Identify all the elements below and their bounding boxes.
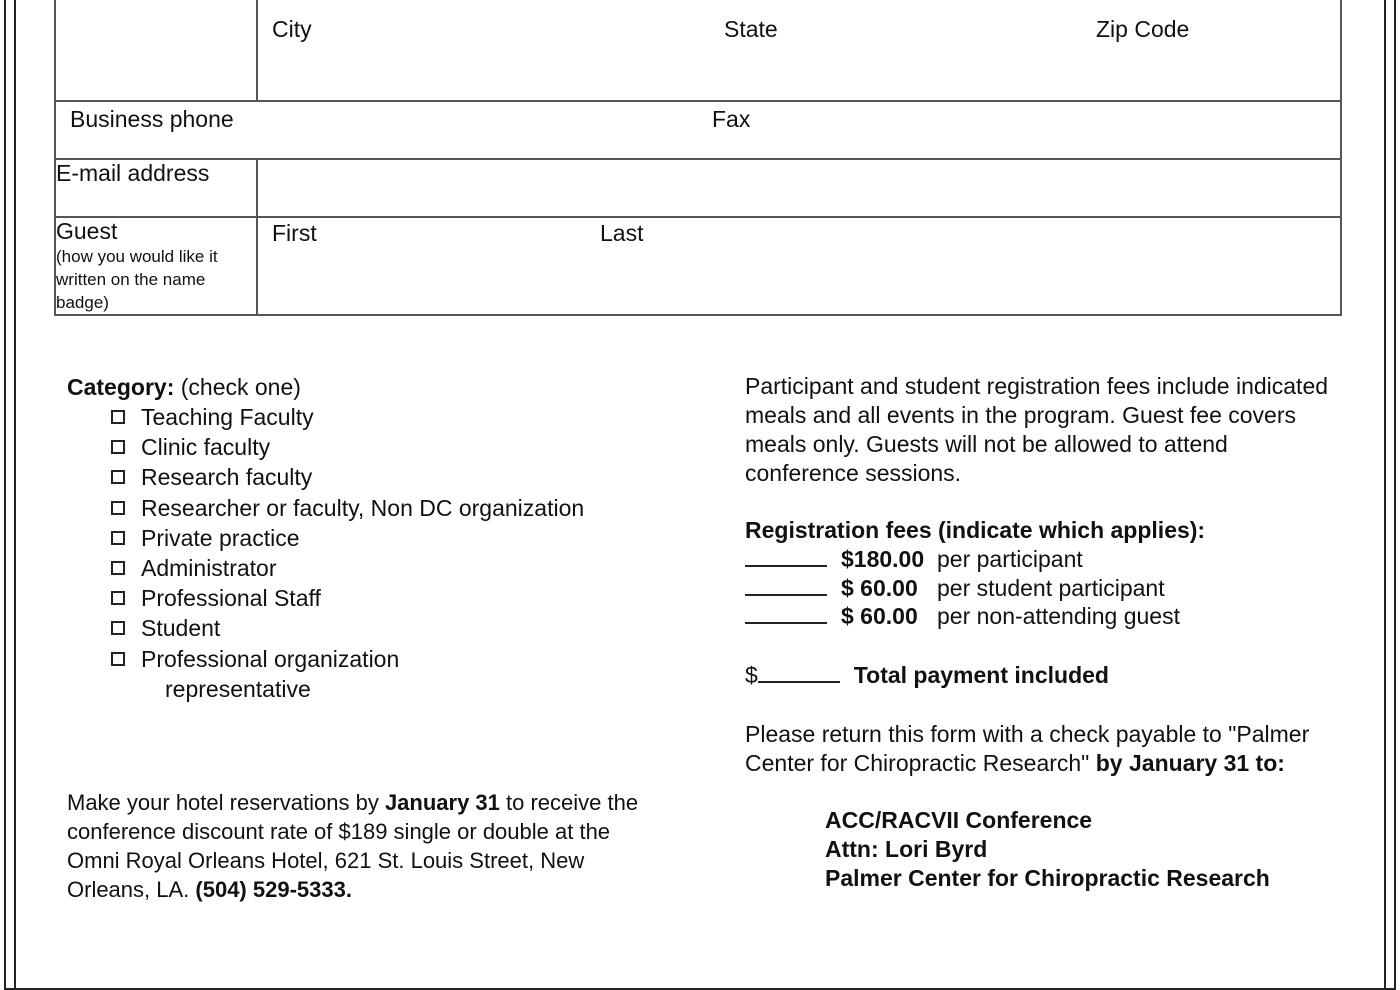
category-option[interactable] <box>111 553 584 583</box>
category-option[interactable] <box>111 583 584 613</box>
email-label-cell <box>55 159 257 217</box>
return-deadline: by January 31 to: <box>1089 749 1285 776</box>
category-section <box>67 372 584 704</box>
category-option[interactable] <box>111 432 584 462</box>
business-phone-label: Business phone <box>70 106 234 132</box>
state-label: State <box>724 16 778 42</box>
fee-amount: $ 60.00 <box>841 574 918 601</box>
category-option[interactable] <box>111 613 584 643</box>
fees-section <box>745 372 1345 893</box>
fee-description: per participant <box>937 546 1083 572</box>
checkbox-icon[interactable] <box>111 591 125 605</box>
checkbox-icon[interactable] <box>111 531 125 545</box>
zip-code-label: Zip Code <box>1096 16 1190 42</box>
total-label: Total payment included <box>853 661 1109 688</box>
category-heading <box>67 372 584 402</box>
city-state-zip-cell[interactable] <box>257 0 1341 101</box>
category-option[interactable] <box>111 523 584 553</box>
address-row-label-cell <box>55 0 257 101</box>
guest-label: Guest <box>56 218 118 244</box>
category-option[interactable] <box>111 462 584 492</box>
fee-blank-field[interactable] <box>745 545 827 567</box>
checkbox-icon[interactable] <box>111 621 125 635</box>
guest-name-field[interactable] <box>257 217 1341 315</box>
category-option-continuation <box>111 674 584 704</box>
fees-heading: Registration fees (indicate which applies): <box>745 517 1206 543</box>
category-option-label: Teaching Faculty <box>141 404 314 430</box>
total-payment-row[interactable] <box>745 661 1345 690</box>
fee-option[interactable] <box>745 574 1345 603</box>
checkbox-icon[interactable] <box>111 501 125 515</box>
fee-option[interactable] <box>745 545 1345 574</box>
hotel-reservation-note <box>67 788 667 904</box>
last-name-label: Last <box>600 220 644 246</box>
category-title: Category: <box>67 374 175 400</box>
return-text: Please return this form with a check payable to "Palmer Center for Chiropractic Research" <box>745 720 1310 776</box>
category-option-label: Student <box>141 615 221 642</box>
category-option-label: Research faculty <box>141 464 313 491</box>
checkbox-icon[interactable] <box>111 561 125 575</box>
checkbox-icon[interactable] <box>111 652 125 666</box>
hotel-phone: (504) 529-5333. <box>195 877 352 902</box>
checkbox-icon[interactable] <box>111 410 125 424</box>
category-options <box>67 402 584 704</box>
category-option-label: Clinic faculty <box>141 434 271 461</box>
mailing-address <box>825 806 1345 893</box>
total-dollar-sign: $ <box>745 661 758 688</box>
fee-blank-field[interactable] <box>745 574 827 596</box>
category-instruction: (check one) <box>180 374 301 400</box>
email-field[interactable] <box>257 159 1341 217</box>
hotel-deadline: January 31 <box>384 790 500 815</box>
phone-fax-row[interactable] <box>55 101 1341 159</box>
checkbox-icon[interactable] <box>111 470 125 484</box>
fee-description: per student participant <box>937 574 1165 601</box>
fax-label: Fax <box>712 106 751 132</box>
fee-blank-field[interactable] <box>745 602 827 624</box>
category-option-label: Private practice <box>141 524 300 551</box>
hotel-text: to receive the conference discount rate of $189 single or double at the Omni Royal Orleans Hotel, 621 St. Louis Street, New Orleans, LA. <box>67 790 639 902</box>
fee-option[interactable] <box>745 602 1345 631</box>
fee-amount: $ 60.00 <box>841 603 918 629</box>
hotel-text: Make your hotel reservations by <box>67 790 385 815</box>
fees-intro: Participant and student registration fees include indicated meals and all events in the program. Guest fee covers meals only. Guests will not be allowed to attend conference sessions. <box>745 373 1329 486</box>
total-blank-field[interactable] <box>758 661 840 683</box>
guest-label-cell <box>55 217 257 315</box>
city-label: City <box>272 16 312 42</box>
category-option[interactable] <box>111 493 584 523</box>
category-option-label: Administrator <box>141 555 277 582</box>
fee-amount: $180.00 <box>841 546 925 572</box>
checkbox-icon[interactable] <box>111 440 125 454</box>
category-option[interactable] <box>111 644 584 674</box>
registration-form-table <box>54 0 1342 316</box>
fee-description: per non-attending guest <box>937 603 1180 629</box>
category-option-label: Professional Staff <box>141 585 321 612</box>
category-option[interactable] <box>111 402 584 432</box>
category-option-label: Professional organization <box>141 645 400 672</box>
email-label: E-mail address <box>56 160 210 186</box>
category-option-label: representative <box>165 675 311 702</box>
address-line: Attn: Lori Byrd <box>825 835 988 862</box>
return-instructions <box>745 720 1345 778</box>
address-line: Palmer Center for Chiropractic Research <box>825 864 1270 891</box>
address-line: ACC/RACVII Conference <box>825 806 1093 833</box>
first-name-label: First <box>272 220 317 246</box>
category-option-label: Researcher or faculty, Non DC organization <box>141 494 585 521</box>
guest-note: (how you would like it written on the name badge) <box>56 247 218 312</box>
